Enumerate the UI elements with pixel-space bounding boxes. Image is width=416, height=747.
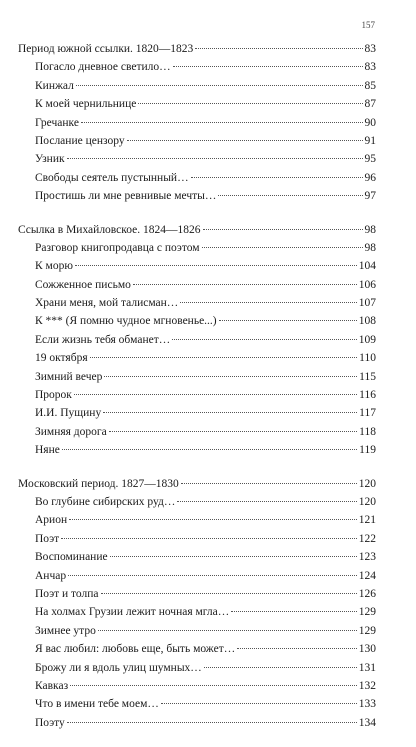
toc-entry-page: 95	[364, 153, 376, 166]
toc-entry-page: 116	[359, 389, 376, 402]
toc-entry-title: Поэт	[35, 532, 60, 545]
toc-entry-page: 109	[358, 333, 376, 346]
toc-entry-title: Храни меня, мой талисман…	[35, 297, 179, 310]
toc-entry-page: 85	[364, 79, 376, 92]
toc-section	[18, 40, 376, 206]
dot-leader	[81, 122, 363, 123]
dot-leader	[67, 158, 363, 159]
toc-entry	[18, 493, 376, 511]
section-page: 83	[364, 43, 376, 55]
toc-entry-title: И.И. Пущину	[35, 407, 102, 420]
dot-leader	[127, 140, 363, 141]
dot-leader	[161, 703, 357, 704]
toc-entry	[18, 386, 376, 404]
dot-leader	[180, 302, 356, 303]
dot-leader	[138, 103, 362, 104]
toc-entry	[18, 441, 376, 459]
toc-entry-title: Простишь ли мне ревнивые мечты…	[35, 190, 217, 203]
toc-entry-title: Я вас любил: любовь еще, быть может…	[35, 643, 236, 656]
toc-entry	[18, 187, 376, 205]
toc-entry-page: 134	[358, 716, 376, 729]
toc-entry-title: Зимний вечер	[35, 370, 103, 383]
toc-entry-page: 123	[358, 551, 376, 564]
toc-entry-page: 117	[359, 407, 376, 420]
toc-entry	[18, 603, 376, 621]
toc-entry-title: К морю	[35, 260, 73, 273]
toc-entry-title: Воспоминание	[35, 551, 108, 564]
dot-leader	[181, 483, 357, 484]
toc-entry	[18, 423, 376, 441]
toc-entry-title: Разговор книгопродавца с поэтом	[35, 241, 200, 254]
dot-leader	[101, 593, 357, 594]
toc-entry-title: Поэту	[35, 716, 65, 729]
toc-entry-page: 98	[364, 241, 376, 254]
toc-entry-title: Сожженное письмо	[35, 278, 131, 291]
dot-leader	[67, 722, 357, 723]
dot-leader	[219, 320, 357, 321]
toc-entry	[18, 349, 376, 367]
toc-entry-page: 126	[358, 587, 376, 600]
toc-entry	[18, 169, 376, 187]
dot-leader	[98, 630, 357, 631]
toc-entry-title: Кавказ	[35, 679, 69, 692]
toc-entry	[18, 622, 376, 640]
toc-entry-title: К моей чернильнице	[35, 98, 137, 111]
dot-leader	[195, 48, 362, 49]
toc-entry-page: 120	[358, 495, 376, 508]
toc-entry-page: 97	[364, 190, 376, 203]
toc-section-heading	[18, 221, 376, 239]
section-title: Период южной ссылки. 1820—1823	[18, 43, 194, 55]
dot-leader	[202, 247, 363, 248]
toc-entry	[18, 585, 376, 603]
toc-entry	[18, 294, 376, 312]
toc-entry-title: Арион	[35, 514, 68, 527]
dot-leader	[231, 611, 356, 612]
dot-leader	[61, 538, 357, 539]
toc-entry	[18, 276, 376, 294]
dot-leader	[191, 177, 363, 178]
dot-leader	[173, 66, 363, 67]
toc-section-heading	[18, 40, 376, 58]
toc-entry-title: Если жизнь тебя обманет…	[35, 333, 171, 346]
toc-entry-page: 131	[358, 661, 376, 674]
dot-leader	[62, 449, 357, 450]
toc-entry	[18, 257, 376, 275]
toc-entry-title: 19 октября	[35, 352, 88, 365]
dot-leader	[218, 195, 362, 196]
toc-entry	[18, 714, 376, 732]
toc-entry-title: Зимнее утро	[35, 624, 96, 637]
dot-leader	[70, 685, 357, 686]
toc-entry-title: Поэт и толпа	[35, 587, 99, 600]
toc-entry-page: 87	[364, 98, 376, 111]
toc-section-heading	[18, 475, 376, 493]
toc-entry-title: Пророк	[35, 389, 72, 402]
toc-entry-page: 110	[359, 352, 376, 365]
toc-entry-page: 96	[364, 171, 376, 184]
toc-entry-title: К *** (Я помню чудное мгновенье...)	[35, 315, 217, 328]
toc-entry-page: 129	[358, 606, 376, 619]
dot-leader	[74, 394, 357, 395]
toc-entry-title: Послание цензору	[35, 134, 125, 147]
toc-entry	[18, 150, 376, 168]
toc-section	[18, 221, 376, 460]
toc-entry-page: 115	[359, 370, 376, 383]
dot-leader	[69, 519, 357, 520]
section-title: Ссылка в Михайловское. 1824—1826	[18, 223, 201, 236]
toc-entry-page: 124	[358, 569, 376, 582]
table-of-contents	[18, 40, 376, 747]
toc-entry	[18, 331, 376, 349]
toc-entry-title: Няне	[35, 444, 60, 457]
toc-entry-page: 107	[358, 297, 376, 310]
dot-leader	[172, 339, 357, 340]
toc-entry-page: 121	[358, 514, 376, 527]
dot-leader	[75, 265, 357, 266]
toc-entry	[18, 114, 376, 132]
toc-entry-title: Кинжал	[35, 79, 74, 92]
toc-entry-page: 122	[358, 532, 376, 545]
toc-entry-page: 83	[364, 61, 376, 74]
dot-leader	[90, 357, 358, 358]
dot-leader	[104, 376, 357, 377]
toc-entry-title: Во глубине сибирских руд…	[35, 495, 176, 508]
dot-leader	[68, 575, 357, 576]
dot-leader	[204, 667, 357, 668]
dot-leader	[133, 284, 357, 285]
toc-entry	[18, 132, 376, 150]
toc-entry	[18, 312, 376, 330]
toc-entry-title: Брожу ли я вдоль улиц шумных…	[35, 661, 202, 674]
toc-entry-page: 106	[358, 278, 376, 291]
toc-entry-title: На холмах Грузии лежит ночная мгла…	[35, 606, 230, 619]
dot-leader	[203, 229, 363, 230]
toc-entry	[18, 58, 376, 76]
dot-leader	[237, 648, 357, 649]
dot-leader	[177, 501, 356, 502]
toc-entry-page: 130	[358, 643, 376, 656]
toc-entry-page: 104	[358, 260, 376, 273]
toc-entry-title: Гречанке	[35, 116, 79, 129]
section-title: Московский период. 1827—1830	[18, 477, 179, 490]
toc-entry-title: Анчар	[35, 569, 67, 582]
toc-entry-title: Свободы сеятель пустынный…	[35, 171, 189, 184]
toc-entry-page: 119	[359, 444, 376, 457]
toc-entry	[18, 404, 376, 422]
toc-entry	[18, 239, 376, 257]
toc-entry-page: 91	[364, 134, 376, 147]
toc-entry	[18, 640, 376, 658]
dot-leader	[109, 431, 357, 432]
toc-entry	[18, 548, 376, 566]
toc-entry	[18, 659, 376, 677]
toc-entry-page: 132	[358, 679, 376, 692]
toc-entry	[18, 368, 376, 386]
toc-entry-page: 118	[359, 425, 376, 438]
toc-entry	[18, 511, 376, 529]
dot-leader	[110, 556, 357, 557]
toc-entry-page: 108	[358, 315, 376, 328]
dot-leader	[76, 85, 363, 86]
toc-section	[18, 475, 376, 732]
toc-entry	[18, 677, 376, 695]
toc-entry	[18, 695, 376, 713]
toc-entry	[18, 95, 376, 113]
toc-entry	[18, 530, 376, 548]
toc-entry	[18, 567, 376, 585]
toc-entry-title: Узник	[35, 153, 65, 166]
toc-entry-page: 90	[364, 116, 376, 129]
section-page: 120	[358, 477, 376, 490]
toc-entry-title: Погасло дневное светило…	[35, 61, 171, 74]
toc-entry-title: Что в имени тебе моем…	[35, 698, 159, 711]
toc-entry-page: 129	[358, 624, 376, 637]
page-number: 157	[361, 20, 375, 30]
dot-leader	[103, 412, 357, 413]
toc-entry-title: Зимняя дорога	[35, 425, 107, 438]
section-page: 98	[364, 223, 376, 236]
toc-entry-page: 133	[358, 698, 376, 711]
toc-entry	[18, 77, 376, 95]
